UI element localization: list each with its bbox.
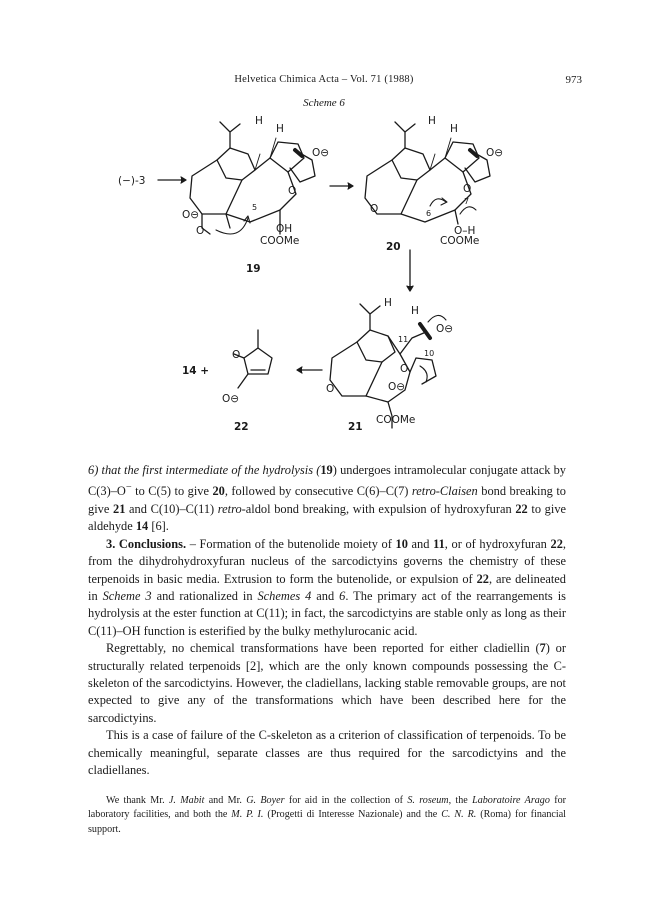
locant-7: 7 — [464, 197, 470, 206]
structure-19 — [190, 122, 315, 234]
paragraph-3: Regrettably, no chemical transformations have been reported for either cladiellin (7) or structurally related terpenoids [2], which are the only known compounds possessing the C-skeleton of the sarcodictyins. However, the cladiellans, lacking stable removable groups, are not expected to give any of the transformations which have been described here for the sarcodictyins. — [88, 641, 566, 725]
paragraph-2: 3. Conclusions. – Formation of the butenolide moiety of 10 and 11, or of hydroxyfuran 22, from the dihydrohydroxyfuran nucleus of the sarcodictyins governs the chemistry of these terpenoids in basic media. Extrusion to form the butenolide, or expulsion of 22, are delineated in Scheme 3 and rationalized in Schemes 4 and 6. The primary act of the rearrangements is hydrolysis at the ester function at C(11); in fact, the sarcodictyins are stable only as long as their C(11)–OH function is esterified by the bulky methylurocanic acid. — [88, 536, 567, 638]
running-head — [0, 74, 648, 90]
product-prefix: 14 + — [182, 365, 210, 377]
label-20: 20 — [386, 241, 401, 253]
section-heading: 3. Conclusions. — [106, 536, 187, 551]
atom-o: O — [196, 225, 205, 237]
label-19: 19 — [246, 263, 261, 275]
atom-o-h: O–H — [454, 225, 476, 237]
atom-o: O — [232, 349, 241, 361]
atom-coome: COOMe — [440, 235, 480, 247]
atom-o: O — [463, 183, 472, 195]
start-compound: (−)-3 — [118, 175, 146, 187]
atom-o: O — [288, 185, 297, 197]
acknowledgement: We thank Mr. J. Mabit and Mr. G. Boyer for aid in the collection of S. roseum, the Laboratoire Arago for laboratory facilities, and both the M. P. I. (Progetti di Interesse Nazionale) and the C. N. R. (Roma) for financial support. — [88, 795, 567, 835]
label-22: 22 — [234, 421, 249, 433]
atom-o: O — [400, 363, 409, 375]
label-21: 21 — [348, 421, 363, 433]
atom-oxide: O⊖ — [388, 381, 406, 393]
atom-oxide: O⊖ — [486, 147, 504, 159]
structure-21 — [330, 304, 446, 428]
scheme-label: Scheme 6 — [303, 97, 345, 109]
running-title — [0, 74, 648, 85]
atom-oxide: O⊖ — [222, 393, 240, 405]
atom-h: H — [450, 123, 458, 135]
atom-oh: OH — [276, 223, 293, 235]
atom-h: H — [411, 305, 419, 317]
atom-h: H — [384, 297, 392, 309]
atom-h: H — [428, 115, 436, 127]
atom-o: O — [370, 203, 379, 215]
atom-coome: COOMe — [260, 235, 300, 247]
paragraph-4: This is a case of failure of the C-skeleton as a criterion of classification of terpenoids. To be chemically meaningful, separate classes are thus required for the sarcodictyins and the cladiellanes. — [88, 728, 566, 778]
page-number: 973 — [565, 74, 582, 86]
locant-5: 5 — [252, 203, 258, 212]
atom-o: O — [326, 383, 335, 395]
journal-volume: Vol. 71 (1988) — [350, 74, 414, 85]
atom-oxide: O⊖ — [312, 147, 330, 159]
atom-oxide: O⊖ — [182, 209, 200, 221]
scheme-6-figure — [118, 110, 510, 445]
locant-10: 10 — [424, 349, 435, 358]
separator: – — [341, 74, 351, 85]
body-text — [88, 462, 566, 779]
journal-name: Helvetica Chimica Acta — [234, 74, 340, 85]
atom-h: H — [276, 123, 284, 135]
atom-coome: COOMe — [376, 414, 416, 426]
atom-oxide: O⊖ — [436, 323, 454, 335]
locant-6: 6 — [426, 209, 432, 218]
locant-11: 11 — [398, 335, 409, 344]
paragraph-1: 6) that the first intermediate of the hydrolysis (19) undergoes intramolecular conjugate attack by C(3)–O− to C(5) to give 20, followed by consecutive C(6)–C(7) retro-Claisen bond breaking to give 21 and C(10)–C(11) retro-aldol bond breaking, with expulsion of hydroxyfuran 22 to give aldehyde 14 [6]. — [88, 463, 567, 534]
atom-h: H — [255, 115, 263, 127]
